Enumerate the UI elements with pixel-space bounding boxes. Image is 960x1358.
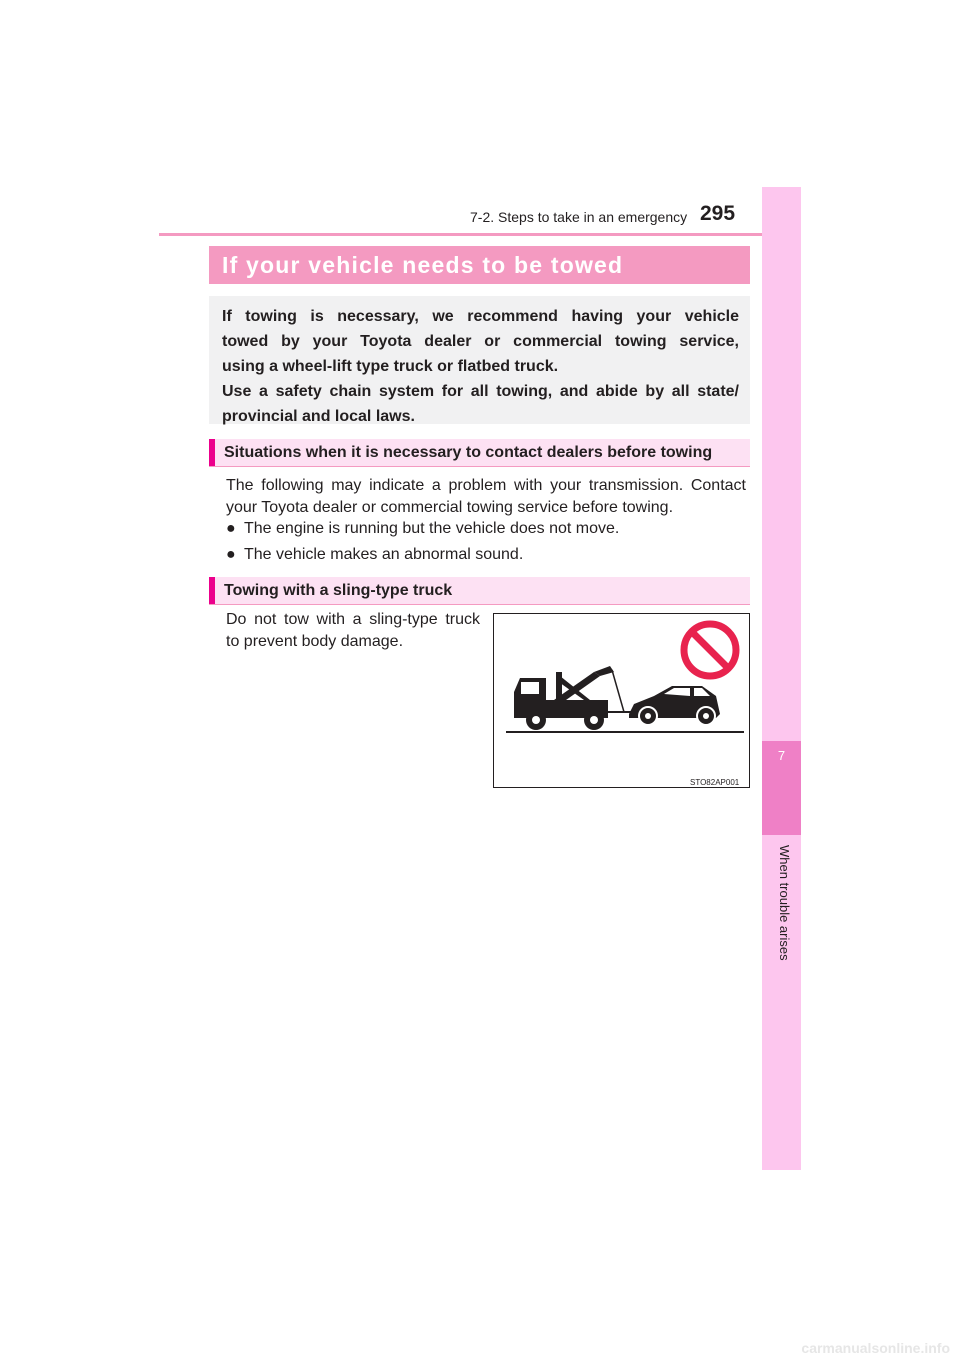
tow-truck-illustration [493, 613, 750, 788]
intro-line: towed by your Toyota dealer or commercial towing service, [222, 333, 739, 350]
illustration-code: STO82AP001 [690, 778, 740, 787]
paragraph-line: to prevent body damage. [226, 633, 404, 650]
prohibition-icon [684, 624, 736, 676]
heading-accent [209, 439, 215, 467]
intro-line: Use a safety chain system for all towing, and abide by all state/ [222, 383, 739, 400]
section-heading: Situations when it is necessary to contact dealers before towing [224, 444, 713, 461]
page-title: If your vehicle needs to be towed [222, 252, 624, 278]
list-item [226, 546, 523, 564]
intro-line: using a wheel-lift type truck or flatbed truck. [222, 358, 559, 375]
list-item-text: The engine is running but the vehicle does not move. [244, 520, 620, 537]
list-item-text: The vehicle makes an abnormal sound. [244, 546, 524, 563]
section-heading: Towing with a sling-type truck [224, 582, 453, 599]
paragraph-line: Do not tow with a sling-type truck [226, 611, 480, 628]
section-paragraph [226, 475, 746, 519]
heading-accent [209, 577, 215, 605]
section-paragraph [226, 609, 480, 653]
list-item [226, 520, 619, 538]
tow-truck-drawing [494, 614, 749, 787]
chapter-number: 7 [777, 748, 786, 763]
section-breadcrumb: 7-2. Steps to take in an emergency [470, 209, 688, 225]
footer-watermark: carmanualsonline.info [801, 1340, 950, 1356]
bullet-icon: ● [226, 520, 236, 537]
paragraph-line: The following may indicate a problem with your transmission. Contact [226, 477, 746, 494]
intro-line: If towing is necessary, we recommend having your vehicle [222, 308, 739, 325]
intro-text [222, 304, 739, 429]
heading-underline [209, 604, 750, 605]
bullet-icon: ● [226, 546, 236, 563]
heading-underline [209, 466, 750, 467]
intro-line: provincial and local laws. [222, 408, 415, 425]
header-divider [159, 233, 800, 236]
page-number: 295 [700, 202, 736, 225]
chapter-label: When trouble arises [777, 845, 792, 961]
chapter-side-tab [762, 187, 801, 1170]
paragraph-line: your Toyota dealer or commercial towing service before towing. [226, 499, 674, 516]
